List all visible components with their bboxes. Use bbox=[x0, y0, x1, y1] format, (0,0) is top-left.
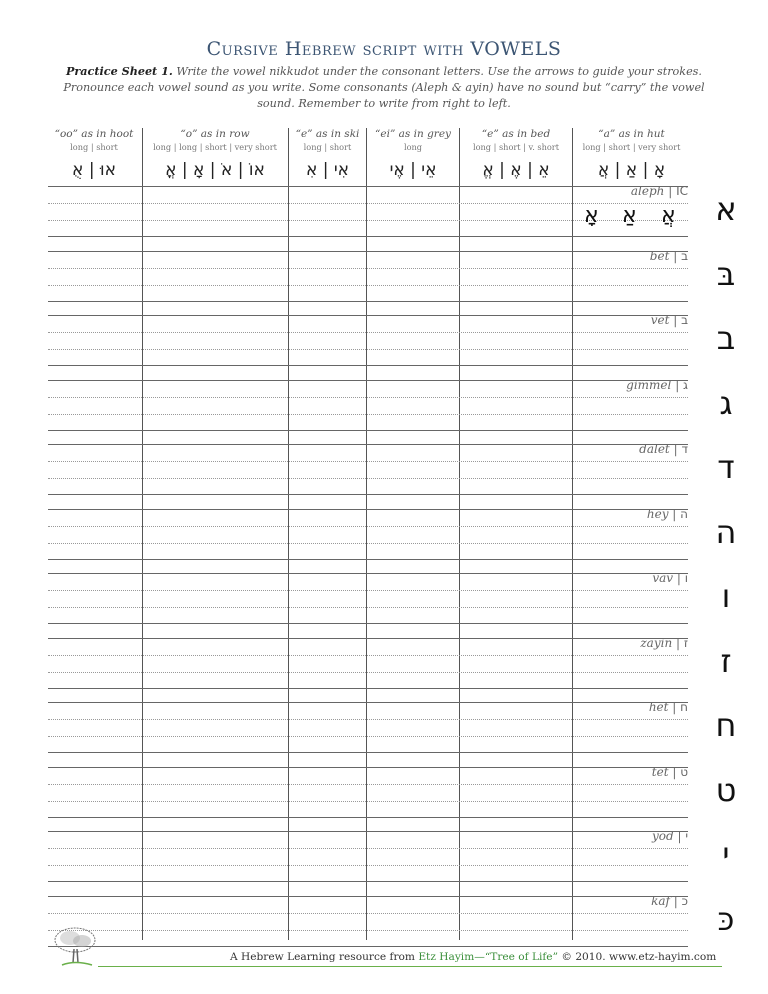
letter-row bbox=[48, 702, 688, 767]
row-guide-line bbox=[48, 397, 688, 398]
letter-label: bet | ב bbox=[649, 248, 688, 263]
row-top-line bbox=[48, 444, 688, 445]
stroke-guide-glyph: בּ bbox=[716, 254, 736, 293]
row-guide-line bbox=[48, 332, 688, 333]
row-base-line bbox=[48, 881, 688, 882]
row-guide-line bbox=[48, 607, 688, 608]
row-guide-line bbox=[48, 268, 688, 269]
stroke-guide-glyph: כּ bbox=[717, 899, 735, 938]
tree-logo bbox=[52, 925, 98, 967]
row-guide-line bbox=[48, 719, 688, 720]
letter-row bbox=[48, 444, 688, 509]
row-guide-line bbox=[48, 930, 688, 931]
stroke-guide-glyph: י bbox=[722, 835, 730, 873]
row-guide-line bbox=[48, 913, 688, 914]
footer-rule bbox=[98, 966, 722, 967]
row-top-line bbox=[48, 251, 688, 252]
letter-row bbox=[48, 635, 688, 703]
stroke-guide-glyph: ב bbox=[716, 319, 736, 357]
row-base-line bbox=[48, 494, 688, 495]
row-guide-line bbox=[48, 848, 688, 849]
row-top-line bbox=[48, 767, 688, 768]
column-header-e-bed: “e” as in bed long | short | v. short אֵ | אֶ | אֱ bbox=[472, 128, 560, 180]
stroke-guide-glyph: ז bbox=[720, 641, 732, 680]
letter-row bbox=[48, 506, 688, 574]
letter-label: gimmel | ג bbox=[626, 377, 688, 392]
letter-row bbox=[48, 248, 688, 316]
letter-label: dalet | ד bbox=[639, 442, 688, 456]
row-guide-line bbox=[48, 672, 688, 673]
aleph-demo-1: אָ bbox=[584, 203, 599, 228]
letter-row bbox=[48, 315, 688, 380]
instructions bbox=[60, 63, 708, 112]
row-base-line bbox=[48, 946, 688, 947]
letter-label: het | ח bbox=[648, 700, 688, 714]
vowel-column-headers bbox=[48, 128, 688, 183]
letter-label: aleph | IC bbox=[630, 184, 688, 198]
row-base-line bbox=[48, 365, 688, 366]
row-top-line bbox=[48, 638, 688, 639]
stroke-guide-glyph: ד bbox=[717, 448, 735, 486]
column-header-oo: “oo” as in hoot long | short אוּ | אֻ bbox=[54, 128, 134, 180]
row-top-line bbox=[48, 702, 688, 703]
letter-label: vet | ב bbox=[650, 313, 688, 327]
row-top-line bbox=[48, 573, 688, 574]
letter-label: kaf | כ bbox=[651, 893, 688, 908]
column-header-a: “a” as in hut long | short | very short אָ | אַ | אֲ bbox=[582, 128, 681, 180]
row-guide-line bbox=[48, 478, 688, 479]
sheet-label: Practice Sheet 1. bbox=[66, 64, 173, 78]
row-top-line bbox=[48, 896, 688, 897]
stroke-guide-glyph: א bbox=[715, 190, 737, 228]
row-base-line bbox=[48, 817, 688, 818]
aleph-demo-3: אֲ bbox=[661, 203, 676, 228]
row-guide-line bbox=[48, 655, 688, 656]
stroke-guide-glyph: ו bbox=[721, 577, 731, 615]
brand-name: Etz Hayim—“Tree of Life” bbox=[418, 951, 558, 963]
row-top-line bbox=[48, 315, 688, 316]
letter-row bbox=[48, 573, 688, 638]
row-guide-line bbox=[48, 590, 688, 591]
row-guide-line bbox=[48, 784, 688, 785]
letter-row bbox=[48, 764, 688, 832]
row-top-line bbox=[48, 186, 688, 187]
row-base-line bbox=[48, 752, 688, 753]
row-base-line bbox=[48, 623, 688, 624]
column-header-o: “o” as in row long | long | short | very short אוֹ | אֹ | אָ | אֳ bbox=[153, 128, 277, 180]
column-header-ei: “ei” as in grey long אֵי | אֶי bbox=[375, 128, 451, 180]
row-base-line bbox=[48, 688, 688, 689]
row-guide-line bbox=[48, 801, 688, 802]
footer-credit: A Hebrew Learning resource from Etz Hayim—“Tree of Life” © 2010. www.etz-hayim.com bbox=[230, 951, 717, 963]
row-guide-line bbox=[48, 285, 688, 286]
letter-label: zayin | ז bbox=[640, 635, 688, 650]
letter-row bbox=[48, 831, 688, 896]
row-top-line bbox=[48, 831, 688, 832]
row-guide-line bbox=[48, 414, 688, 415]
row-guide-line bbox=[48, 349, 688, 350]
row-base-line bbox=[48, 430, 688, 431]
row-guide-line bbox=[48, 865, 688, 866]
row-top-line bbox=[48, 509, 688, 510]
stroke-guide-glyph: ג bbox=[719, 383, 733, 422]
stroke-guide-glyph: ט bbox=[715, 770, 737, 809]
row-guide-line bbox=[48, 461, 688, 462]
row-base-line bbox=[48, 559, 688, 560]
letter-label: hey | ה bbox=[646, 506, 688, 521]
aleph-demo-2: אַ bbox=[622, 203, 637, 228]
letter-label: yod | י bbox=[651, 829, 688, 843]
row-guide-line bbox=[48, 736, 688, 737]
page-title: Cursive Hebrew script with VOWELS bbox=[206, 38, 562, 60]
stroke-guide-glyph: ה bbox=[715, 512, 737, 551]
row-guide-line bbox=[48, 526, 688, 527]
instructions-text: Write the vowel nikkudot under the consonant letters. Use the arrows to guide your strokes. Pronounce each vowel sound as you write. Some consonants (Aleph & ayin) have no sound but “carry” the vowel sound. Remember to write from right to left. bbox=[63, 65, 705, 110]
row-top-line bbox=[48, 380, 688, 381]
row-base-line bbox=[48, 236, 688, 237]
letter-label: tet | ט bbox=[651, 764, 688, 779]
stroke-guide-glyph: ח bbox=[715, 706, 737, 744]
letter-label: vav | ו bbox=[652, 571, 688, 585]
row-base-line bbox=[48, 301, 688, 302]
column-header-e-ski: “e” as in ski long | short אִי | אִ bbox=[295, 128, 360, 180]
letter-row bbox=[48, 377, 688, 445]
row-guide-line bbox=[48, 543, 688, 544]
